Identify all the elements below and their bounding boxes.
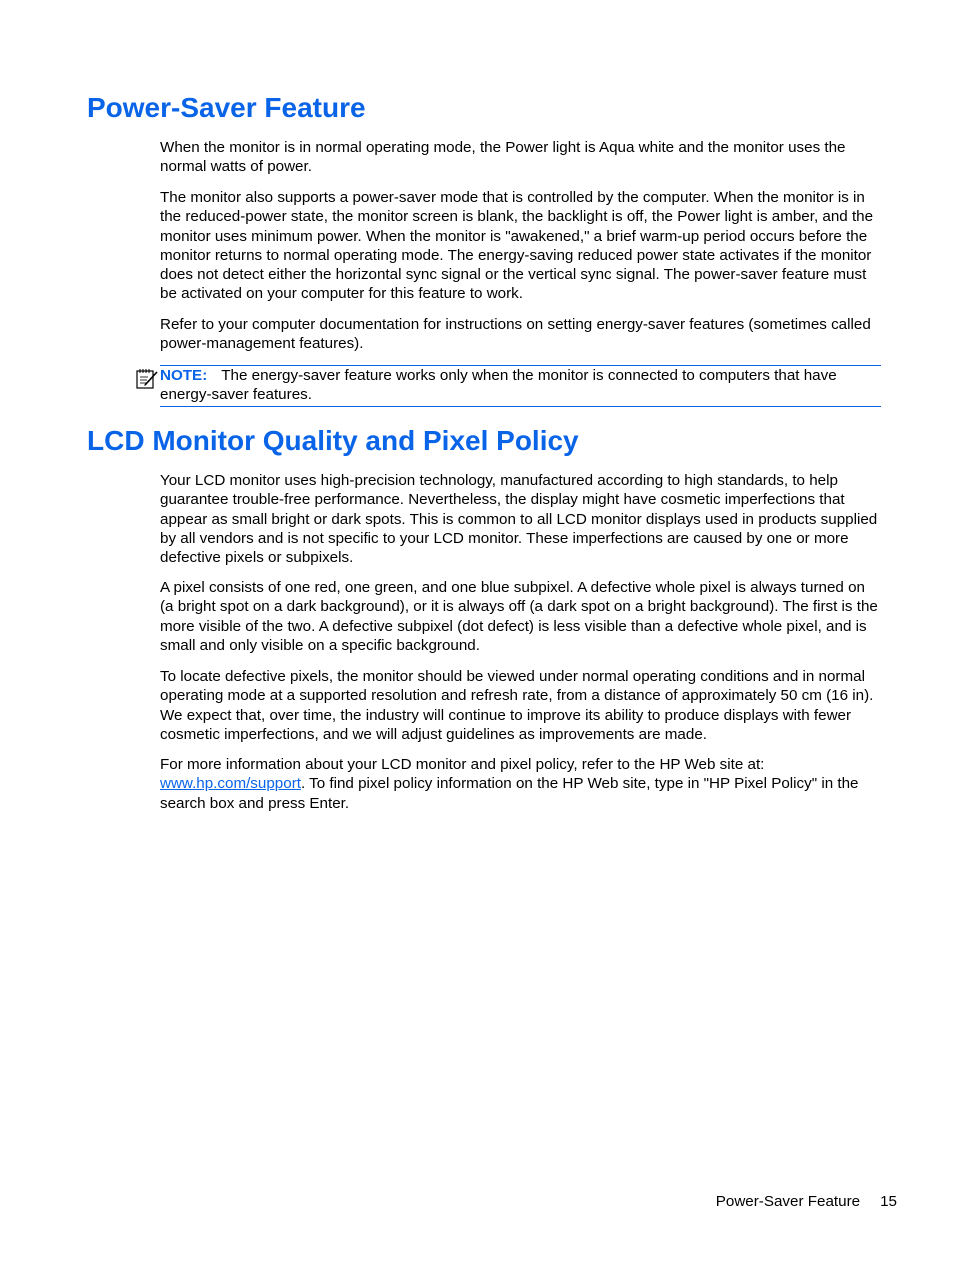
paragraph: The monitor also supports a power-saver mode that is controlled by the computer. When the monitor is in the reduced-power state, the monitor screen is blank, the backlight is off, the Power light is amber, and the monitor uses minimum power. When the monitor is "awakened," a brief warm-up period occurs before the monitor returns to normal operating mode. The energy-saving reduced power state activates if the monitor does not detect either the horizontal sync signal or the vertical sync signal. The power-saver feature must be activated on your computer for this feature to work. [160, 189, 874, 303]
paragraph-text-after-link: . To find pixel policy information on the HP Web site, type in "HP Pixel Policy" in the search box and press Enter. [160, 775, 859, 812]
paragraph: Refer to your computer documentation for instructions on setting energy-saver features (sometimes called power-management features). [160, 316, 871, 353]
heading-power-saver-feature: Power-Saver Feature [87, 92, 366, 123]
paragraph: A pixel consists of one red, one green, and one blue subpixel. A defective whole pixel is always turned on (a bright spot on a dark background), or it is always off (a dark spot on a bright background). The first is the more visible of the two. A defective subpixel (dot defect) is less visible than a defective whole pixel, and is small and only visible on a specific background. [160, 579, 878, 654]
note-text: The energy-saver feature works only when the monitor is connected to computers that have energy-saver features. [160, 367, 837, 404]
paragraph: Your LCD monitor uses high-precision technology, manufactured according to high standards, to help guarantee trouble-free performance. Nevertheless, the display might have cosmetic imperfections that appear as small bright or dark spots. This is common to all LCD monitor displays used in products supplied by all vendors and is not specific to your LCD monitor. These imperfections are caused by one or more defective pixels or subpixels. [160, 472, 878, 567]
heading-lcd-monitor-quality: LCD Monitor Quality and Pixel Policy [87, 425, 579, 456]
paragraph-text-before-link: For more information about your LCD monitor and pixel policy, refer to the HP Web site at: [160, 756, 765, 773]
note-content [160, 366, 881, 405]
paragraph-hp-website [160, 755, 882, 813]
page-footer [716, 1192, 897, 1211]
paragraph: To locate defective pixels, the monitor should be viewed under normal operating conditions and in normal operating mode at a supported resolution and refresh rate, from a distance of approximately 50 cm (16 in). We expect that, over time, the industry will continue to improve its ability to produce displays with fewer cosmetic imperfections, and we will adjust guidelines as improvements are made. [160, 668, 874, 743]
footer-section-name: Power-Saver Feature [715, 1193, 861, 1210]
note-box [160, 365, 881, 407]
note-pad-icon [135, 366, 159, 390]
note-label: NOTE: [160, 367, 208, 384]
hp-support-link[interactable]: www.hp.com/support [160, 775, 301, 793]
footer-page-number: 15 [880, 1193, 897, 1210]
paragraph: When the monitor is in normal operating mode, the Power light is Aqua white and the monitor uses the normal watts of power. [160, 139, 846, 176]
